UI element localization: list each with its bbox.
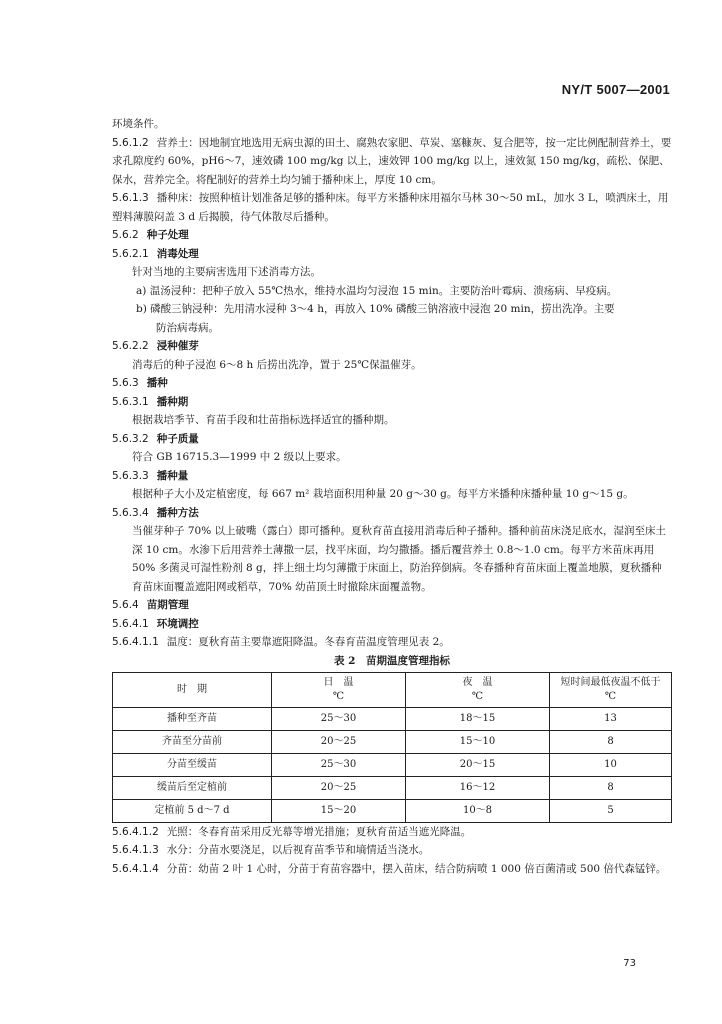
- table-row: [113, 776, 672, 799]
- table-cell: 25～30: [272, 707, 406, 730]
- clause-number: 5.6.4.1: [112, 617, 149, 630]
- table-cell: 齐苗至分苗前: [113, 730, 272, 753]
- clause-5-6-1-2: [112, 134, 672, 190]
- paragraph: 消毒后的种子浸泡 6～8 h 后捞出洗净，置于 25℃保温催芽。: [132, 358, 422, 371]
- page-number: 73: [623, 958, 636, 969]
- clause-5-6-3-3: [112, 467, 672, 486]
- clause-5-6-2-1: [112, 245, 672, 264]
- clause-number: 5.6.3.3: [112, 469, 149, 482]
- clause-heading: 浸种催芽: [156, 340, 199, 352]
- header-cell-night-temp: 夜 温 ℃: [406, 672, 550, 707]
- table-cell: 10: [550, 753, 672, 776]
- temperature-table: [112, 672, 672, 823]
- paragraph: 根据种子大小及定植密度，每 667 m² 栽培面积用种量 20 g～30 g。每平方米播种床播种量 10 g～15 g。: [132, 488, 634, 500]
- table-cell: 定植前 5 d～7 d: [113, 799, 272, 822]
- clause-heading: 环境调控: [156, 617, 199, 630]
- document-body: [112, 115, 672, 878]
- header-cell-day-temp: 日 温 ℃: [272, 672, 406, 707]
- list-item-b-continued: 防治病毒病。: [156, 321, 219, 334]
- clause-heading: 种子质量: [156, 432, 199, 445]
- clause-number: 5.6.2: [112, 229, 139, 241]
- clause-5-6-3-1: [112, 393, 672, 412]
- table-row: [113, 730, 672, 753]
- table-cell: 播种至齐苗: [113, 707, 272, 730]
- table-header-row: [113, 672, 672, 707]
- clause-text: 温度：夏秋育苗主要靠遮阳降温。冬春育苗温度管理见表 2。: [166, 636, 450, 648]
- clause-number: 5.6.3: [112, 377, 139, 389]
- header-cell-period: 时 期: [113, 672, 272, 707]
- clause-5-6-4-1-1: [112, 633, 672, 652]
- clause-5-6-4-1-2: [112, 823, 672, 842]
- table-row: [113, 707, 672, 730]
- table-cell: 18～15: [406, 707, 550, 730]
- table-cell: 20～25: [272, 776, 406, 799]
- paragraph: 环境条件。: [112, 118, 165, 130]
- clause-number: 5.6.1.2: [112, 136, 149, 149]
- clause-number: 5.6.2.1: [112, 247, 149, 260]
- header-cell-min-night-temp: 短时间最低夜温不低于 ℃: [550, 672, 672, 707]
- clause-5-6-4-1-4: [112, 860, 672, 879]
- table-cell: 缓苗后至定植前: [113, 776, 272, 799]
- clause-text: 营养土：因地制宜地选用无病虫源的田土、腐熟农家肥、草炭、塞糠灰、复合肥等，按一定比例配制营养土，要求孔隙度约 60%，pH6～7，速效磷 100 mg/kg 以上，速效钾 100 mg/kg 以上，速效氮 150 mg/kg，疏松、保肥、保水，营养完全。将配制好的营养土均匀铺于播种床上，厚度 10 cm。: [112, 136, 672, 186]
- list-item-b: b) 磷酸三钠浸种：先用清水浸种 3～4 h，再放入 10% 磷酸三钠溶液中浸泡 20 min，捞出洗净。主要: [136, 303, 615, 315]
- clause-heading: 播种期: [156, 395, 189, 408]
- clause-5-6-3-2: [112, 430, 672, 449]
- table-row: [113, 799, 672, 822]
- table-cell: 15～20: [272, 799, 406, 822]
- list-item-a: a) 温汤浸种：把种子放入 55℃热水，维持水温均匀浸泡 15 min。主要防治叶霉病、溃疡病、早疫病。: [136, 284, 618, 297]
- clause-5-6-4-1-3: [112, 841, 672, 860]
- table-cell: 8: [550, 730, 672, 753]
- paragraph: 根据栽培季节、育苗手段和壮苗指标选择适宜的播种期。: [132, 414, 395, 426]
- clause-text: 水分：分苗水要浇足，以后视育苗季节和墒情适当浇水。: [166, 844, 430, 856]
- clause-number: 5.6.2.2: [112, 340, 149, 352]
- table-cell: 8: [550, 776, 672, 799]
- clause-heading: 苗期管理: [146, 599, 189, 611]
- paragraph: 符合 GB 16715.3—1999 中 2 级以上要求。: [132, 451, 347, 463]
- clause-5-6-1-3: [112, 189, 672, 226]
- clause-heading: 播种: [146, 377, 168, 389]
- table-cell: 20～15: [406, 753, 550, 776]
- clause-number: 5.6.3.2: [112, 432, 149, 445]
- clause-heading: 种子处理: [146, 229, 189, 241]
- standard-code: NY/T 5007—2001: [561, 82, 670, 97]
- table-cell: 分苗至缓苗: [113, 753, 272, 776]
- clause-text: 播种床：按照种植计划准备足够的播种床。每平方米播种床用福尔马林 30～50 mL，加水 3 L，喷洒床土，用塑料薄膜闷盖 3 d 后揭膜，待气体散尽后播种。: [112, 192, 669, 223]
- table-cell: 25～30: [272, 753, 406, 776]
- clause-number: 5.6.4.1.3: [112, 844, 159, 856]
- table-row: [113, 753, 672, 776]
- clause-number: 5.6.4.1.1: [112, 636, 159, 648]
- clause-5-6-2-2: [112, 337, 672, 356]
- table-cell: 15～10: [406, 730, 550, 753]
- clause-5-6-3: [112, 374, 672, 393]
- table-cell: 10～8: [406, 799, 550, 822]
- clause-number: 5.6.3.4: [112, 506, 149, 519]
- table-cell: 13: [550, 707, 672, 730]
- clause-number: 5.6.4: [112, 599, 139, 611]
- clause-text: 光照：冬春育苗采用反光幕等增光措施；夏秋育苗适当遮光降温。: [166, 825, 472, 838]
- clause-5-6-4: [112, 596, 672, 615]
- clause-5-6-4-1: [112, 615, 672, 634]
- paragraph: 当催芽种子 70% 以上破嘴（露白）即可播种。夏秋育苗直接用消毒后种子播种。播种前苗床浇足底水，湿润至床土深 10 cm。水渗下后用营养土薄撒一层，找平床面，均匀撒播。播后覆营养土 0.8～1.0 cm。每平方米苗床再用 50% 多菌灵可湿性粉剂 8 g，拌上细土均匀薄撒于床面上，防治猝倒病。冬春播种育苗床面上覆盖地膜，夏秋播种育苗床面覆盖遮阳网或稻草，70% 幼苗顶土时撤除床面覆盖物。: [132, 525, 667, 593]
- clause-5-6-3-4: [112, 504, 672, 523]
- table-caption: 表 2 苗期温度管理指标: [334, 654, 450, 667]
- clause-number: 5.6.3.1: [112, 395, 149, 408]
- clause-number: 5.6.1.3: [112, 192, 149, 204]
- table-cell: 20～25: [272, 730, 406, 753]
- clause-heading: 播种量: [156, 469, 189, 482]
- clause-text: 分苗：幼苗 2 叶 1 心时，分苗于育苗容器中，摆入苗床，结合防病喷 1 000 倍百菌清或 500 倍代森锰锌。: [166, 862, 667, 875]
- clause-heading: 播种方法: [156, 506, 199, 519]
- table-cell: 16～12: [406, 776, 550, 799]
- paragraph: 针对当地的主要病害选用下述消毒方法。: [132, 266, 321, 278]
- clause-number: 5.6.4.1.2: [112, 825, 159, 838]
- table-cell: 5: [550, 799, 672, 822]
- clause-heading: 消毒处理: [156, 247, 199, 260]
- clause-5-6-2: [112, 226, 672, 245]
- clause-number: 5.6.4.1.4: [112, 862, 159, 875]
